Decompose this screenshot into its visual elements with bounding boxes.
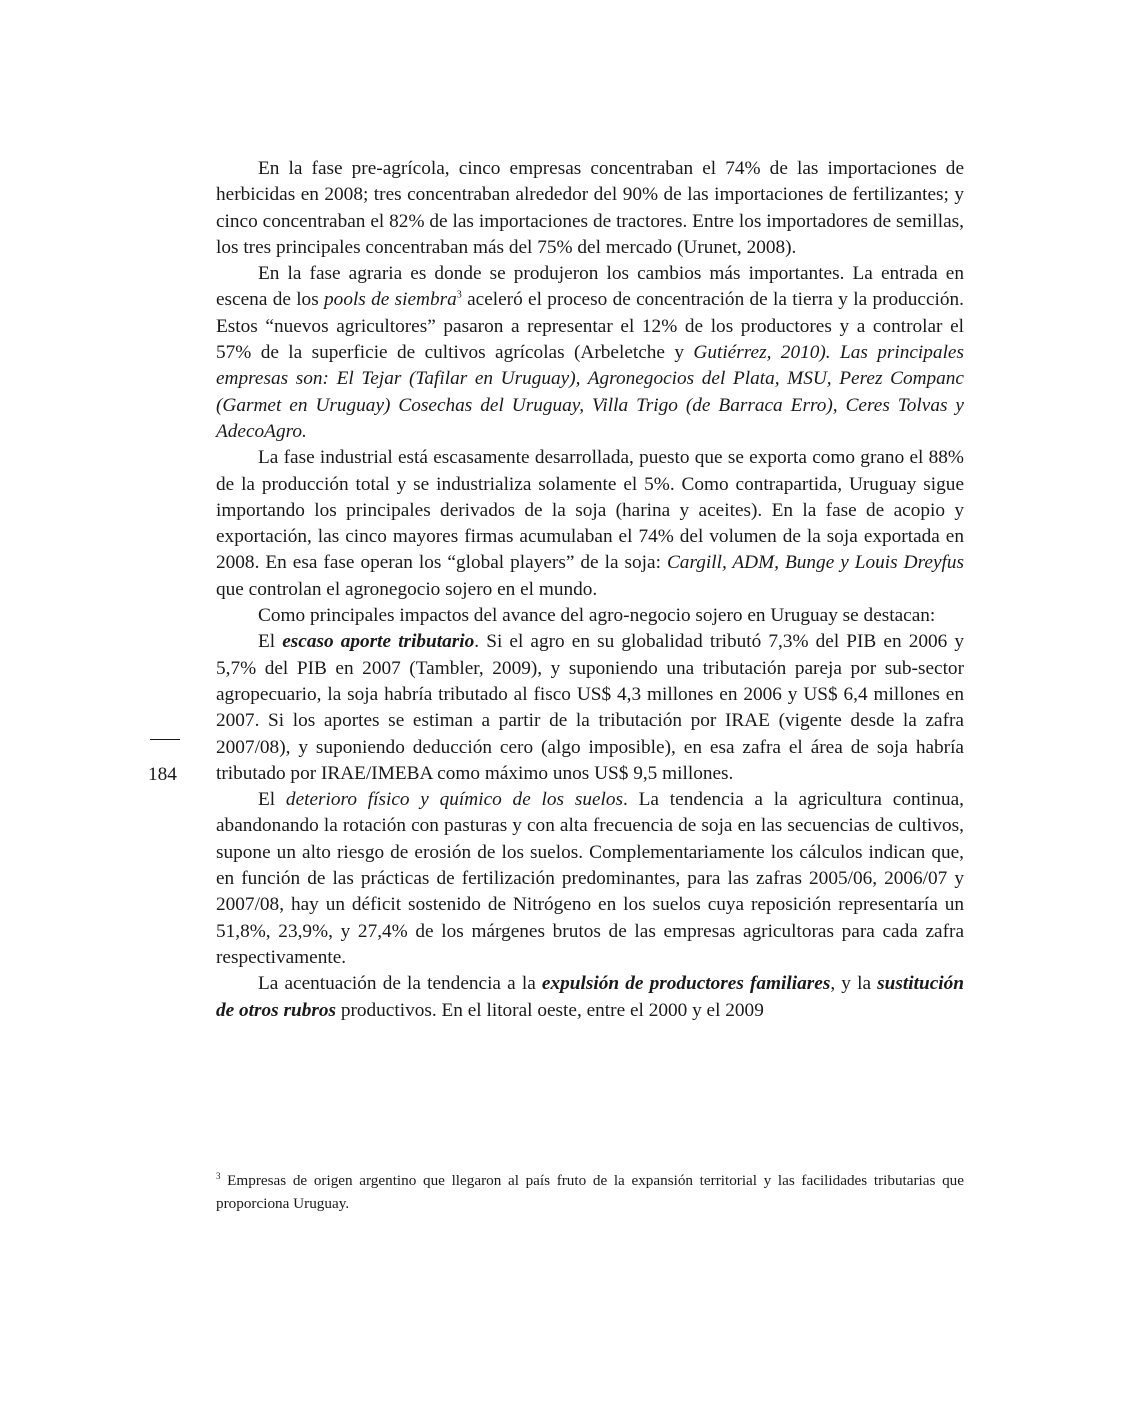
footnote-marker: 3 [216, 1170, 221, 1181]
paragraph-expulsion [216, 971, 964, 1024]
paragraph-aporte-tributario [216, 629, 964, 787]
italic-term-pools: pools de siembra [324, 289, 457, 311]
paragraph-text: , y la [830, 973, 878, 995]
paragraph-text: La acentuación de la tendencia a la [258, 973, 542, 995]
paragraph-text: . Si el agro en su globalidad tributó 7,3% del PIB en 2006 y 5,7% del PIB en 2007 (Tambler, 2009), y suponiendo una tributación pareja por sub-sector agropecuario, la soja habría tributado al fisco US$ 4,3 millones en 2006 y US$ 6,4 millones en 2007. Si los aportes se estiman a partir de la tributación por IRAE (vigente desde la zafra 2007/08), y suponiendo deducción cero (algo imposible), en esa zafra el área de soja habría tributado por IRAE/IMEBA como máximo unos US$ 9,5 millones. [216, 631, 965, 784]
paragraph-text: La fase industrial está escasamente desarrollada, puesto que se exporta como grano el 88% de la producción total y se industrializa solamente el 5%. Como contrapartida, Uruguay sigue importando los principales derivados de la soja (harina y aceites). En la fase de acopio y exportación, las cinco mayores firmas acumulaban el 74% del volumen de la soja exportada en 2008. En esa fase operan los “global players” de la soja: [216, 447, 964, 574]
emphasis-expulsion: expulsión de productores familiares [541, 973, 831, 995]
italic-global-players: Cargill, ADM, Bunge y Louis Dreyfus [666, 552, 964, 574]
paragraph-text: que controlan el agronegocio sojero en el mundo. [216, 578, 598, 600]
paragraph-pre-agricola [216, 156, 964, 261]
page-number-rule [150, 739, 180, 740]
paragraph-impactos [216, 603, 964, 629]
paragraph-text: El [258, 631, 283, 653]
paragraph-text: Como principales impactos del avance del agro-negocio sojero en Uruguay se destacan: [258, 605, 936, 627]
italic-company-list: Gutiérrez, 2010). Las principales empresas son: El Tejar (Tafilar en Uruguay), Agronegocios del Plata, MSU, Perez Companc (Garmet en Uruguay) Cosechas del Uruguay, Villa Trigo (de Barraca Erro), Ceres Tolvas y AdecoAgro. [216, 342, 964, 442]
paragraph-text: productivos. En el litoral oeste, entre el 2000 y el 2009 [336, 999, 764, 1021]
paragraph-fase-agraria [216, 261, 964, 445]
paragraph-text: En la fase pre-agrícola, cinco empresas concentraban el 74% de las importaciones de herbicidas en 2008; tres concentraban alrededor del 90% de las importaciones de fertilizantes; y cinco concentraban el 82% de las importaciones de tractores. Entre los importadores de semillas, los tres principales concentraban más del 75% del mercado (Urunet, 2008). [216, 158, 964, 258]
paragraph-text: . La tendencia a la agricultura continua, abandonando la rotación con pasturas y con alta frecuencia de soja en las secuencias de cultivos, supone un alto riesgo de erosión de los suelos. Complementariamente los cálculos indican que, en función de las prácticas de fertilización predominantes, para las zafras 2005/06, 2006/07 y 2007/08, hay un déficit sostenido de Nitrógeno en los suelos cuya reposición representaría un 51,8%, 23,9%, y 27,4% de los márgenes brutos de las empresas agricultoras para cada zafra respectivamente. [216, 789, 964, 968]
italic-deterioro-suelos: deterioro físico y químico de los suelos [285, 789, 624, 811]
footnote-text: Empresas de origen argentino que llegaron al país fruto de la expansión territorial y las facilidades tributarias que proporciona Uruguay. [216, 1172, 964, 1212]
paragraph-text: aceleró el proceso de concentración de la tierra y la producción. Estos “nuevos agricultores” pasaron a representar el 12% de los productores y a controlar el 57% de la superficie de cultivos agrícolas (Arbeletche y [216, 289, 965, 364]
page-number: 184 [148, 764, 177, 785]
body-text [216, 156, 964, 1024]
paragraph-text: El [258, 789, 286, 811]
paragraph-text: En la fase agraria es donde se produjeron los cambios más importantes. La entrada en escena de los [216, 263, 964, 311]
footnote-reference: 3 [456, 290, 462, 302]
paragraph-fase-industrial [216, 445, 964, 603]
emphasis-sustitucion: sustitución de otros rubros [216, 973, 964, 1021]
footnote [216, 1170, 964, 1215]
paragraph-deterioro-suelos [216, 787, 964, 971]
emphasis-aporte-tributario: escaso aporte tributario [282, 631, 475, 653]
